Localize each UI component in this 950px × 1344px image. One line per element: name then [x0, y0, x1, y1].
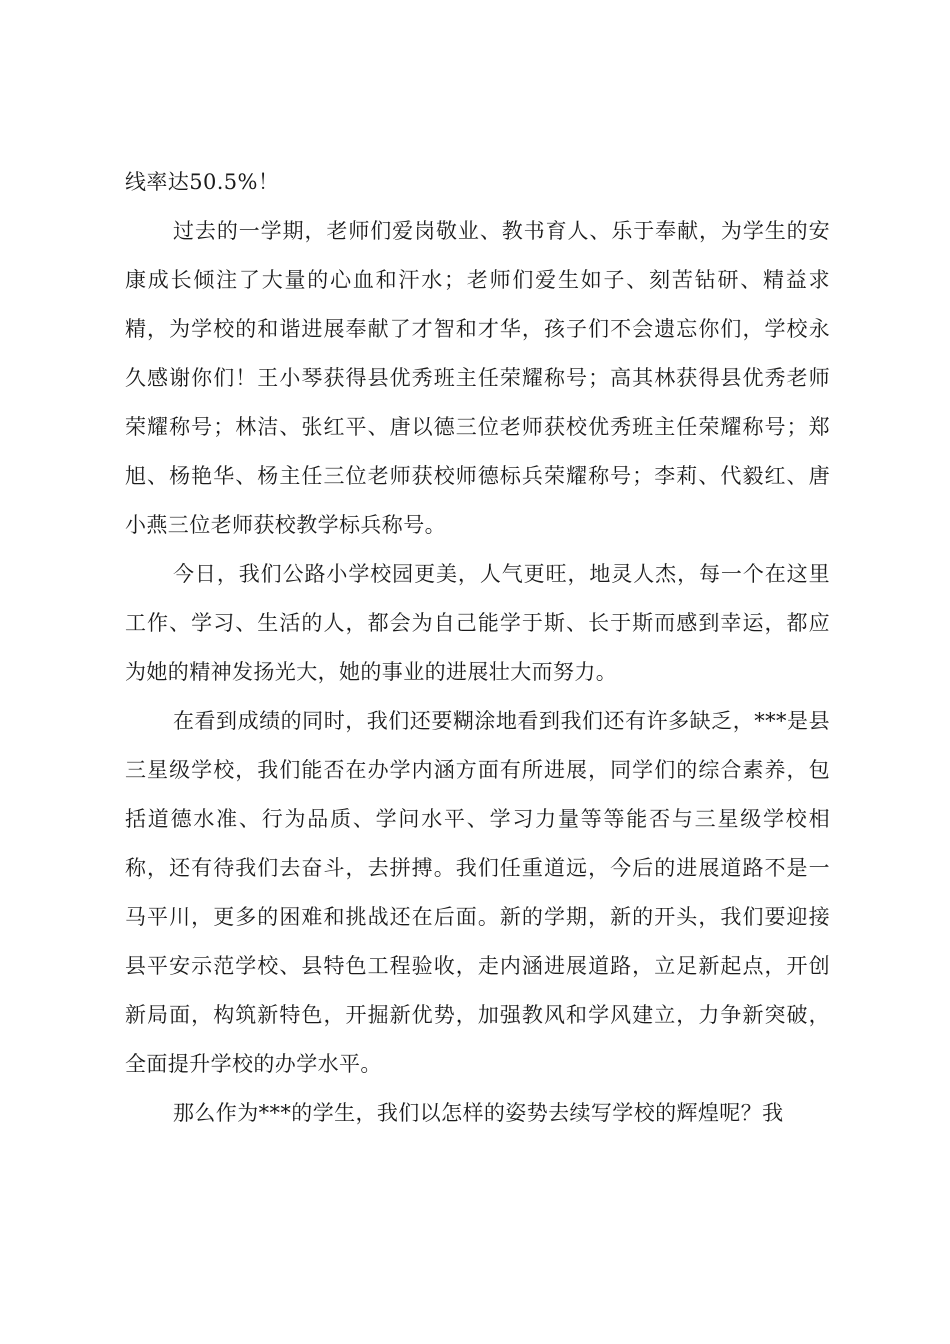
paragraph-students-question: 那么作为***的学生，我们以怎样的姿势去续写学校的辉煌呢？我	[173, 1101, 784, 1125]
document-body	[125, 158, 830, 1138]
paragraph-school-today: 今日，我们公路小学校园更美，人气更旺，地灵人杰，每一个在这里工作、学习、生活的人，都会为自己能学于斯、长于斯而感到幸运，都应为她的精神发扬光大，她的事业的进展壮大而努力。	[125, 562, 830, 684]
paragraph-challenges: 在看到成绩的同时，我们还要糊涂地看到我们还有许多缺乏，***是县三星级学校，我们能否在办学内涵方面有所进展，同学们的综合素养，包括道德水准、行为品质、学问水平、学习力量等等能否与三星级学校相称，还有待我们去奋斗，去拼搏。我们任重道远，今后的进展道路不是一马平川，更多的困难和挑战还在后面。新的学期，新的开头，我们要迎接县平安示范学校、县特色工程验收，走内涵进展道路，立足新起点，开创新局面，构筑新特色，开掘新优势，加强教风和学风建立，力争新突破，全面提升学校的办学水平。	[125, 709, 830, 1076]
paragraph-teacher-honors: 过去的一学期，老师们爱岗敬业、教书育人、乐于奉献，为学生的安康成长倾注了大量的心血和汗水；老师们爱生如子、刻苦钻研、精益求精，为学校的和谐进展奉献了才智和才华，孩子们不会遗忘你们，学校永久感谢你们！王小琴获得县优秀班主任荣耀称号；高其林获得县优秀老师荣耀称号；林洁、张红平、唐以德三位老师获校优秀班主任荣耀称号；郑旭、杨艳华、杨主任三位老师获校师德标兵荣耀称号；李莉、代毅红、唐小燕三位老师获校教学标兵称号。	[125, 219, 830, 537]
paragraph-continuation: 线率达50.5%！	[125, 170, 280, 194]
